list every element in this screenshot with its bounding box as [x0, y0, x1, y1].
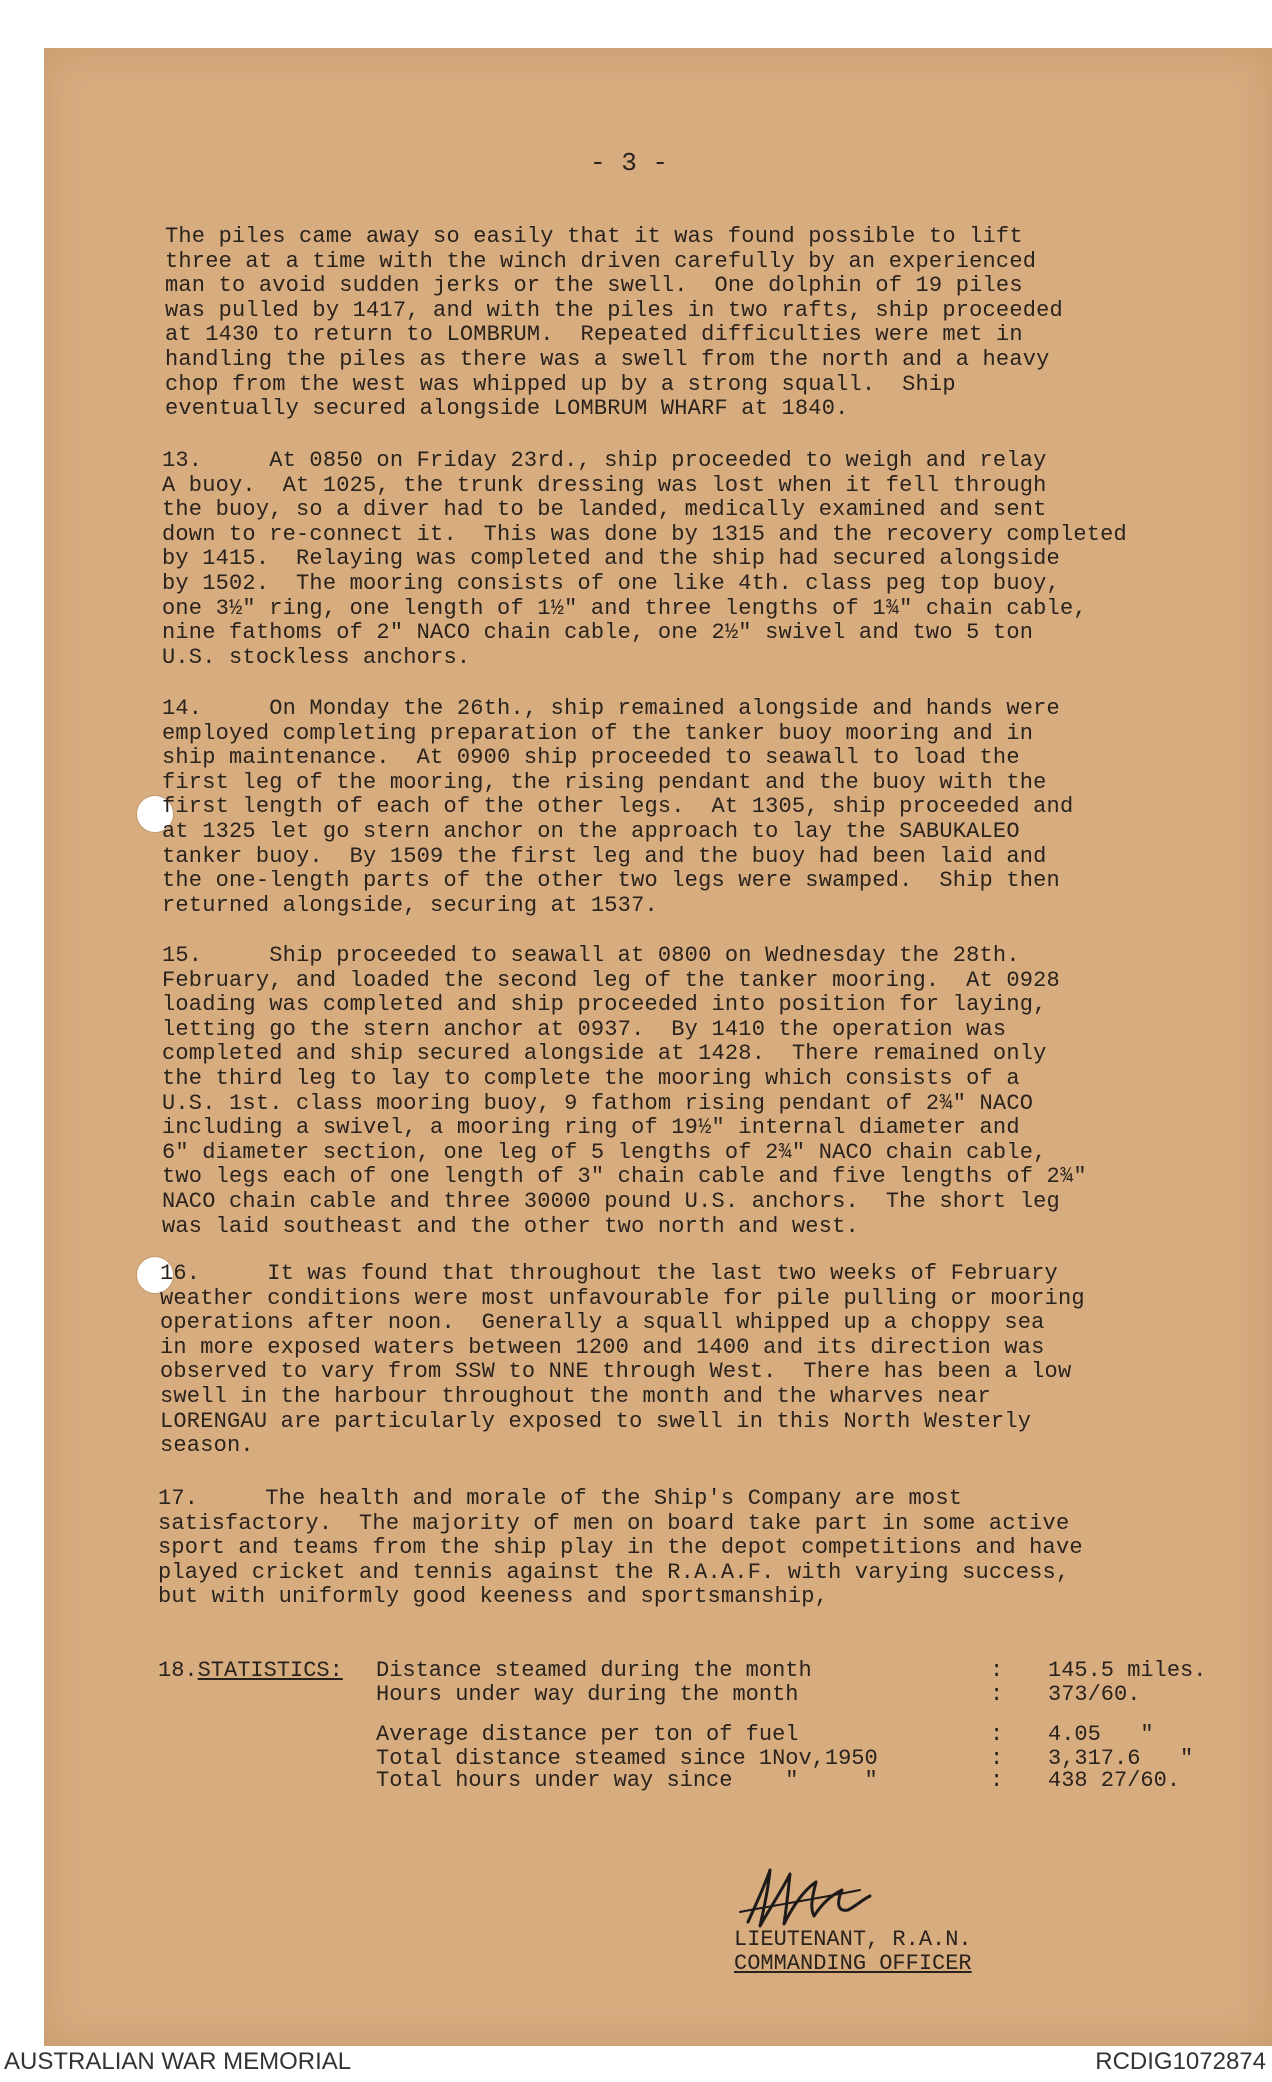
- signature-block: [734, 1928, 972, 1976]
- paragraph-14: 14. On Monday the 26th., ship remained alongside and hands were employed completing preparation of the tanker buoy mooring and in ship maintenance. At 0900 ship proceeded to seawall to load the first leg of the mooring, the rising pendant and the buoy with the first length of each of the other legs. At 1305, ship proceeded and at 1325 let go stern anchor on the approach to lay the SABUKALEO tanker buoy. By 1509 the first leg and the buoy had been laid and the one-length parts of the other two legs were swamped. Ship then returned alongside, securing at 1537.: [162, 696, 1074, 918]
- paragraph-15: 15. Ship proceeded to seawall at 0800 on Wednesday the 28th. February, and loaded the second leg of the tanker mooring. At 0928 loading was completed and ship proceeded into position for laying, letting go the stern anchor at 0937. By 1410 the operation was completed and ship secured alongside at 1428. There remained only the third leg to lay to complete the mooring which consists of a U.S. 1st. class mooring buoy, 9 fathom rising pendant of 2¾" NACO including a swivel, a mooring ring of 19½" internal diameter and 6" diameter section, one leg of 5 lengths of 2¾" NACO chain cable, two legs each of one length of 3" chain cable and five lengths of 2¾" NACO chain cable and three 30000 pound U.S. anchors. The short leg was laid southeast and the other two north and west.: [162, 943, 1087, 1239]
- stat-colon: :: [990, 1746, 1004, 1771]
- paragraph-16: 16. It was found that throughout the last two weeks of February weather conditions were most unfavourable for pile pulling or mooring operations after noon. Generally a squall whipped up a choppy sea in more exposed waters between 1200 and 1400 and its direction was observed to vary from SSW to NNE through West. There has been a low swell in the harbour throughout the month and the wharves near LORENGAU are particularly exposed to swell in this North Westerly season.: [160, 1261, 1085, 1459]
- statistics-title: STATISTICS:: [197, 1658, 343, 1683]
- signature-title: COMMANDING OFFICER: [734, 1951, 972, 1976]
- stat-label: Distance steamed during the month: [376, 1658, 812, 1683]
- footer-archive-name: AUSTRALIAN WAR MEMORIAL: [4, 2048, 352, 2075]
- footer-document-id: RCDIG1072874: [1095, 2048, 1266, 2075]
- paragraph-17: 17. The health and morale of the Ship's Company are most satisfactory. The majority of men on board take part in some active sport and teams from the ship play in the depot competitions and have played cricket and tennis against the R.A.A.F. with varying success, but with uniformly good keeness and sportsmanship,: [158, 1486, 1083, 1610]
- stat-label: Hours under way during the month: [376, 1682, 799, 1707]
- stat-value: 4.05 ": [1048, 1722, 1154, 1747]
- paragraph-intro: The piles came away so easily that it was found possible to lift three at a time with the winch driven carefully by an experienced man to avoid sudden jerks or the swell. One dolphin of 19 piles was pulled by 1417, and with the piles in two rafts, ship proceeded at 1430 to return to LOMBRUM. Repeated difficulties were met in handling the piles as there was a swell from the north and a heavy chop from the west was whipped up by a strong squall. Ship eventually secured alongside LOMBRUM WHARF at 1840.: [165, 224, 1063, 422]
- signature-rank: LIEUTENANT, R.A.N.: [734, 1927, 972, 1952]
- stat-colon: :: [990, 1768, 1004, 1793]
- statistics-heading: [158, 1658, 343, 1683]
- stat-value: 3,317.6 ": [1048, 1746, 1194, 1771]
- page-number: - 3 -: [590, 148, 669, 178]
- stat-label: Total hours under way since " ": [376, 1768, 878, 1793]
- stat-colon: :: [990, 1722, 1004, 1747]
- stat-value: 145.5 miles.: [1048, 1658, 1207, 1683]
- stat-label: Total distance steamed since 1Nov,1950: [376, 1746, 878, 1771]
- stat-colon: :: [990, 1682, 1004, 1707]
- paragraph-13: 13. At 0850 on Friday 23rd., ship proceeded to weigh and relay A buoy. At 1025, the trunk dressing was lost when it fell through the buoy, so a diver had to be landed, medically examined and sent down to re-connect it. This was done by 1315 and the recovery completed by 1415. Relaying was completed and the ship had secured alongside by 1502. The mooring consists of one like 4th. class peg top buoy, one 3½" ring, one length of 1½" and three lengths of 1¾" chain cable, nine fathoms of 2" NACO chain cable, one 2½" swivel and two 5 ton U.S. stockless anchors.: [162, 448, 1127, 670]
- stat-value: 438 27/60.: [1048, 1768, 1181, 1793]
- stat-colon: :: [990, 1658, 1004, 1683]
- stat-value: 373/60.: [1048, 1682, 1141, 1707]
- statistics-number: 18.: [158, 1658, 198, 1683]
- stat-label: Average distance per ton of fuel: [376, 1722, 799, 1747]
